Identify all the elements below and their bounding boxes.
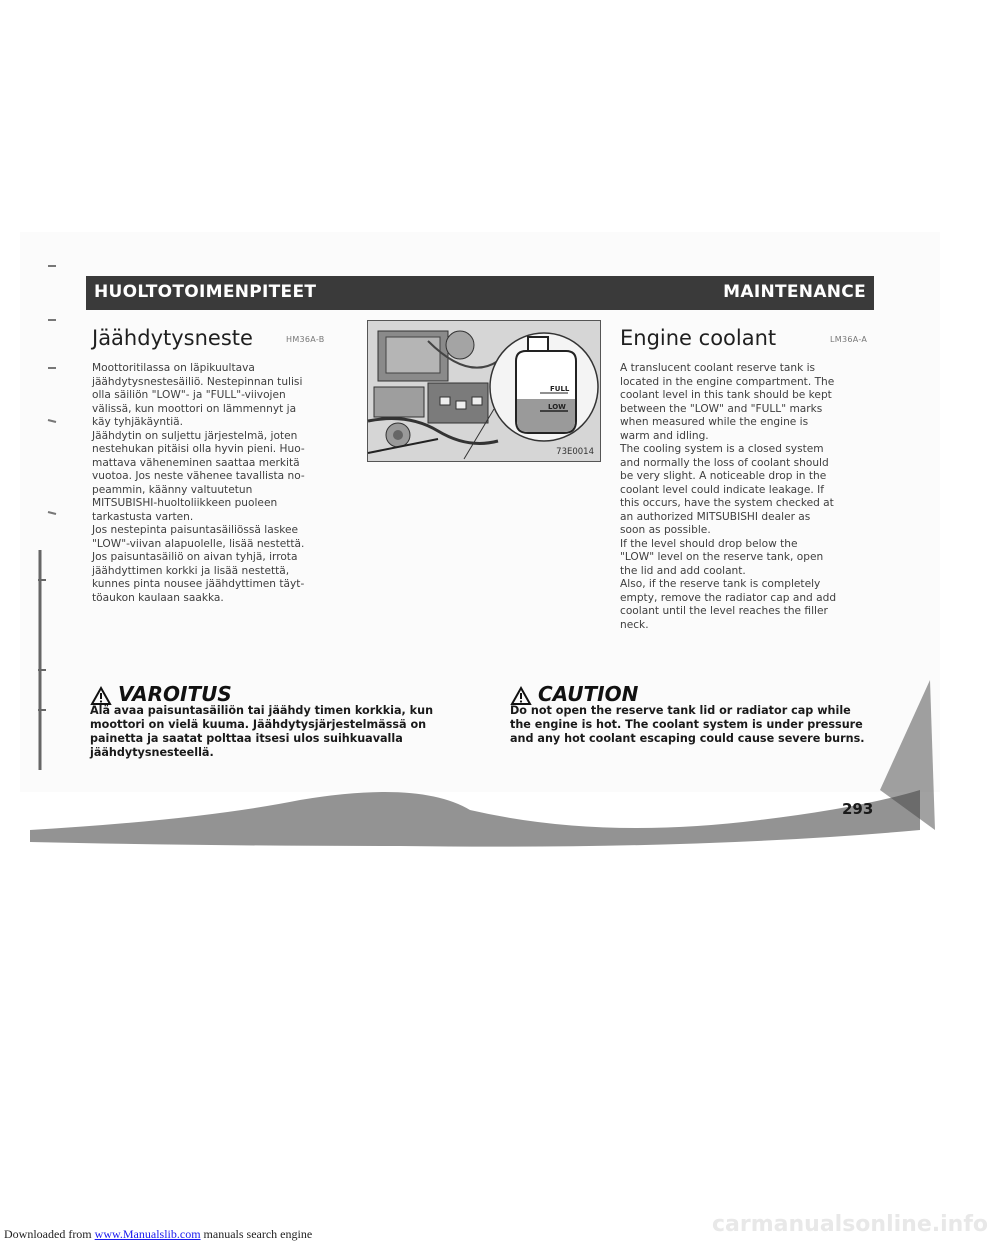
section-banner [86,276,874,310]
caution-title: CAUTION [538,682,639,706]
right-body-line: the lid and add coolant. [620,564,746,577]
left-body-line: Jos paisuntasäiliö on aivan tyhjä, irrota [92,551,298,563]
left-body-line: jäähdyttimen korkki ja lisää nestettä, [92,564,290,577]
right-body-line: coolant level could indicate leakage. If [620,483,824,496]
right-body-line: this occurs, have the system checked at [620,497,834,509]
left-body-line: mattava väheneminen saattaa merkitä [92,456,300,469]
right-body-line: neck. [620,618,649,631]
caution-text [510,704,890,746]
engine-compartment-illustration [367,320,601,462]
varoitus-text [90,704,490,760]
site-watermark: carmanualsonline.info [712,1212,988,1237]
low-mark-label: LOW [548,403,566,411]
right-body-line: located in the engine compartment. The [620,375,835,388]
right-body-line: coolant level in this tank should be kept [620,389,832,401]
right-body-line: an authorized MITSUBISHI dealer as [620,510,811,523]
caution-line: and any hot coolant escaping could cause severe burns. [510,732,865,745]
varoitus-line: Älä avaa paisuntasäiliön tai jäähdy timen korkkia, kun [90,704,434,717]
banner-right-title: MAINTENANCE [723,282,866,302]
right-body-line: A translucent coolant reserve tank is [620,362,816,374]
right-body-line: empty, remove the radiator cap and add [620,591,837,604]
right-body-line: The cooling system is a closed system [620,443,824,455]
left-body-line: Jäähdytin on suljettu järjestelmä, joten [92,429,298,442]
right-body-line: be very slight. A noticeable drop in the [620,470,827,482]
right-body-line: Also, if the reserve tank is completely [620,578,821,590]
right-body-line: soon as possible. [620,524,711,536]
left-body-line: Jos nestepinta paisuntasäiliössä laskee [92,524,299,536]
download-credit-prefix: Downloaded from [4,1227,95,1241]
left-body-line: käy tyhjäkäyntiä. [92,416,184,428]
left-body-line: peammin, käänny valtuutetun [92,483,253,496]
varoitus-line: painetta ja saatat polttaa itsesi ulos suihkuavalla [90,732,403,745]
right-heading: Engine coolant [620,326,777,350]
varoitus-title: VAROITUS [118,682,232,706]
right-body-line: If the level should drop below the [620,537,798,550]
banner-left-title: HUOLTOTOIMENPITEET [94,282,317,302]
binding-edge-marks [0,250,60,810]
left-body-line: Moottoritilassa on läpikuultava [92,362,255,374]
caution-line: the engine is hot. The coolant system is under pressure [510,718,863,731]
page-edge-shadow [0,760,960,850]
left-body-line: vuotoa. Jos neste vähenee tavallista no- [92,470,305,482]
left-code: HM36A-B [286,335,325,344]
figure-code: 73E0014 [556,447,594,457]
page-number: 293 [842,800,874,818]
engine-drawing [368,321,600,461]
left-body-line: nestehukan pitäisi olla hyvin pieni. Huo- [92,443,305,455]
right-body-line: warm and idling. [620,429,709,442]
left-body-line: "LOW"-viivan alapuolelle, lisää nestettä. [92,537,305,550]
left-body-line: MITSUBISHI-huoltoliikkeen puoleen [92,497,278,509]
varoitus-line: moottori on vielä kuuma. Jäähdytysjärjestelmässä on [90,718,427,731]
left-body [92,362,344,605]
left-body-line: kunnes pinta nousee jäähdyttimen täyt- [92,578,305,590]
right-body [620,362,870,632]
caution-triangle-icon [510,686,532,706]
right-body-line: when measured while the engine is [620,416,809,428]
download-credit [4,1227,312,1242]
left-body-line: välissä, kun moottori on lämmennyt ja [92,402,297,415]
download-credit-suffix: manuals search engine [200,1227,313,1241]
right-body-line: coolant until the level reaches the filler [620,605,828,617]
left-body-line: töaukon kaulaan saakka. [92,591,224,604]
right-body-line: between the "LOW" and "FULL" marks [620,402,823,415]
warning-triangle-icon [90,686,112,706]
manualslib-link[interactable]: www.Manualslib.com [94,1227,201,1241]
right-body-line: "LOW" level on the reserve tank, open [620,551,824,563]
left-body-line: jäähdytysnestesäiliö. Nestepinnan tulisi [92,375,303,388]
left-heading: Jäähdytysneste [92,326,253,350]
right-body-line: and normally the loss of coolant should [620,456,829,469]
full-mark-label: FULL [550,385,570,393]
right-code: LM36A-A [830,335,868,344]
caution-line: Do not open the reserve tank lid or radiator cap while [510,704,851,717]
left-body-line: olla säiliön "LOW"- ja "FULL"-viivojen [92,389,286,401]
left-body-line: tarkastusta varten. [92,510,194,523]
varoitus-line: jäähdytysnesteellä. [90,746,214,759]
